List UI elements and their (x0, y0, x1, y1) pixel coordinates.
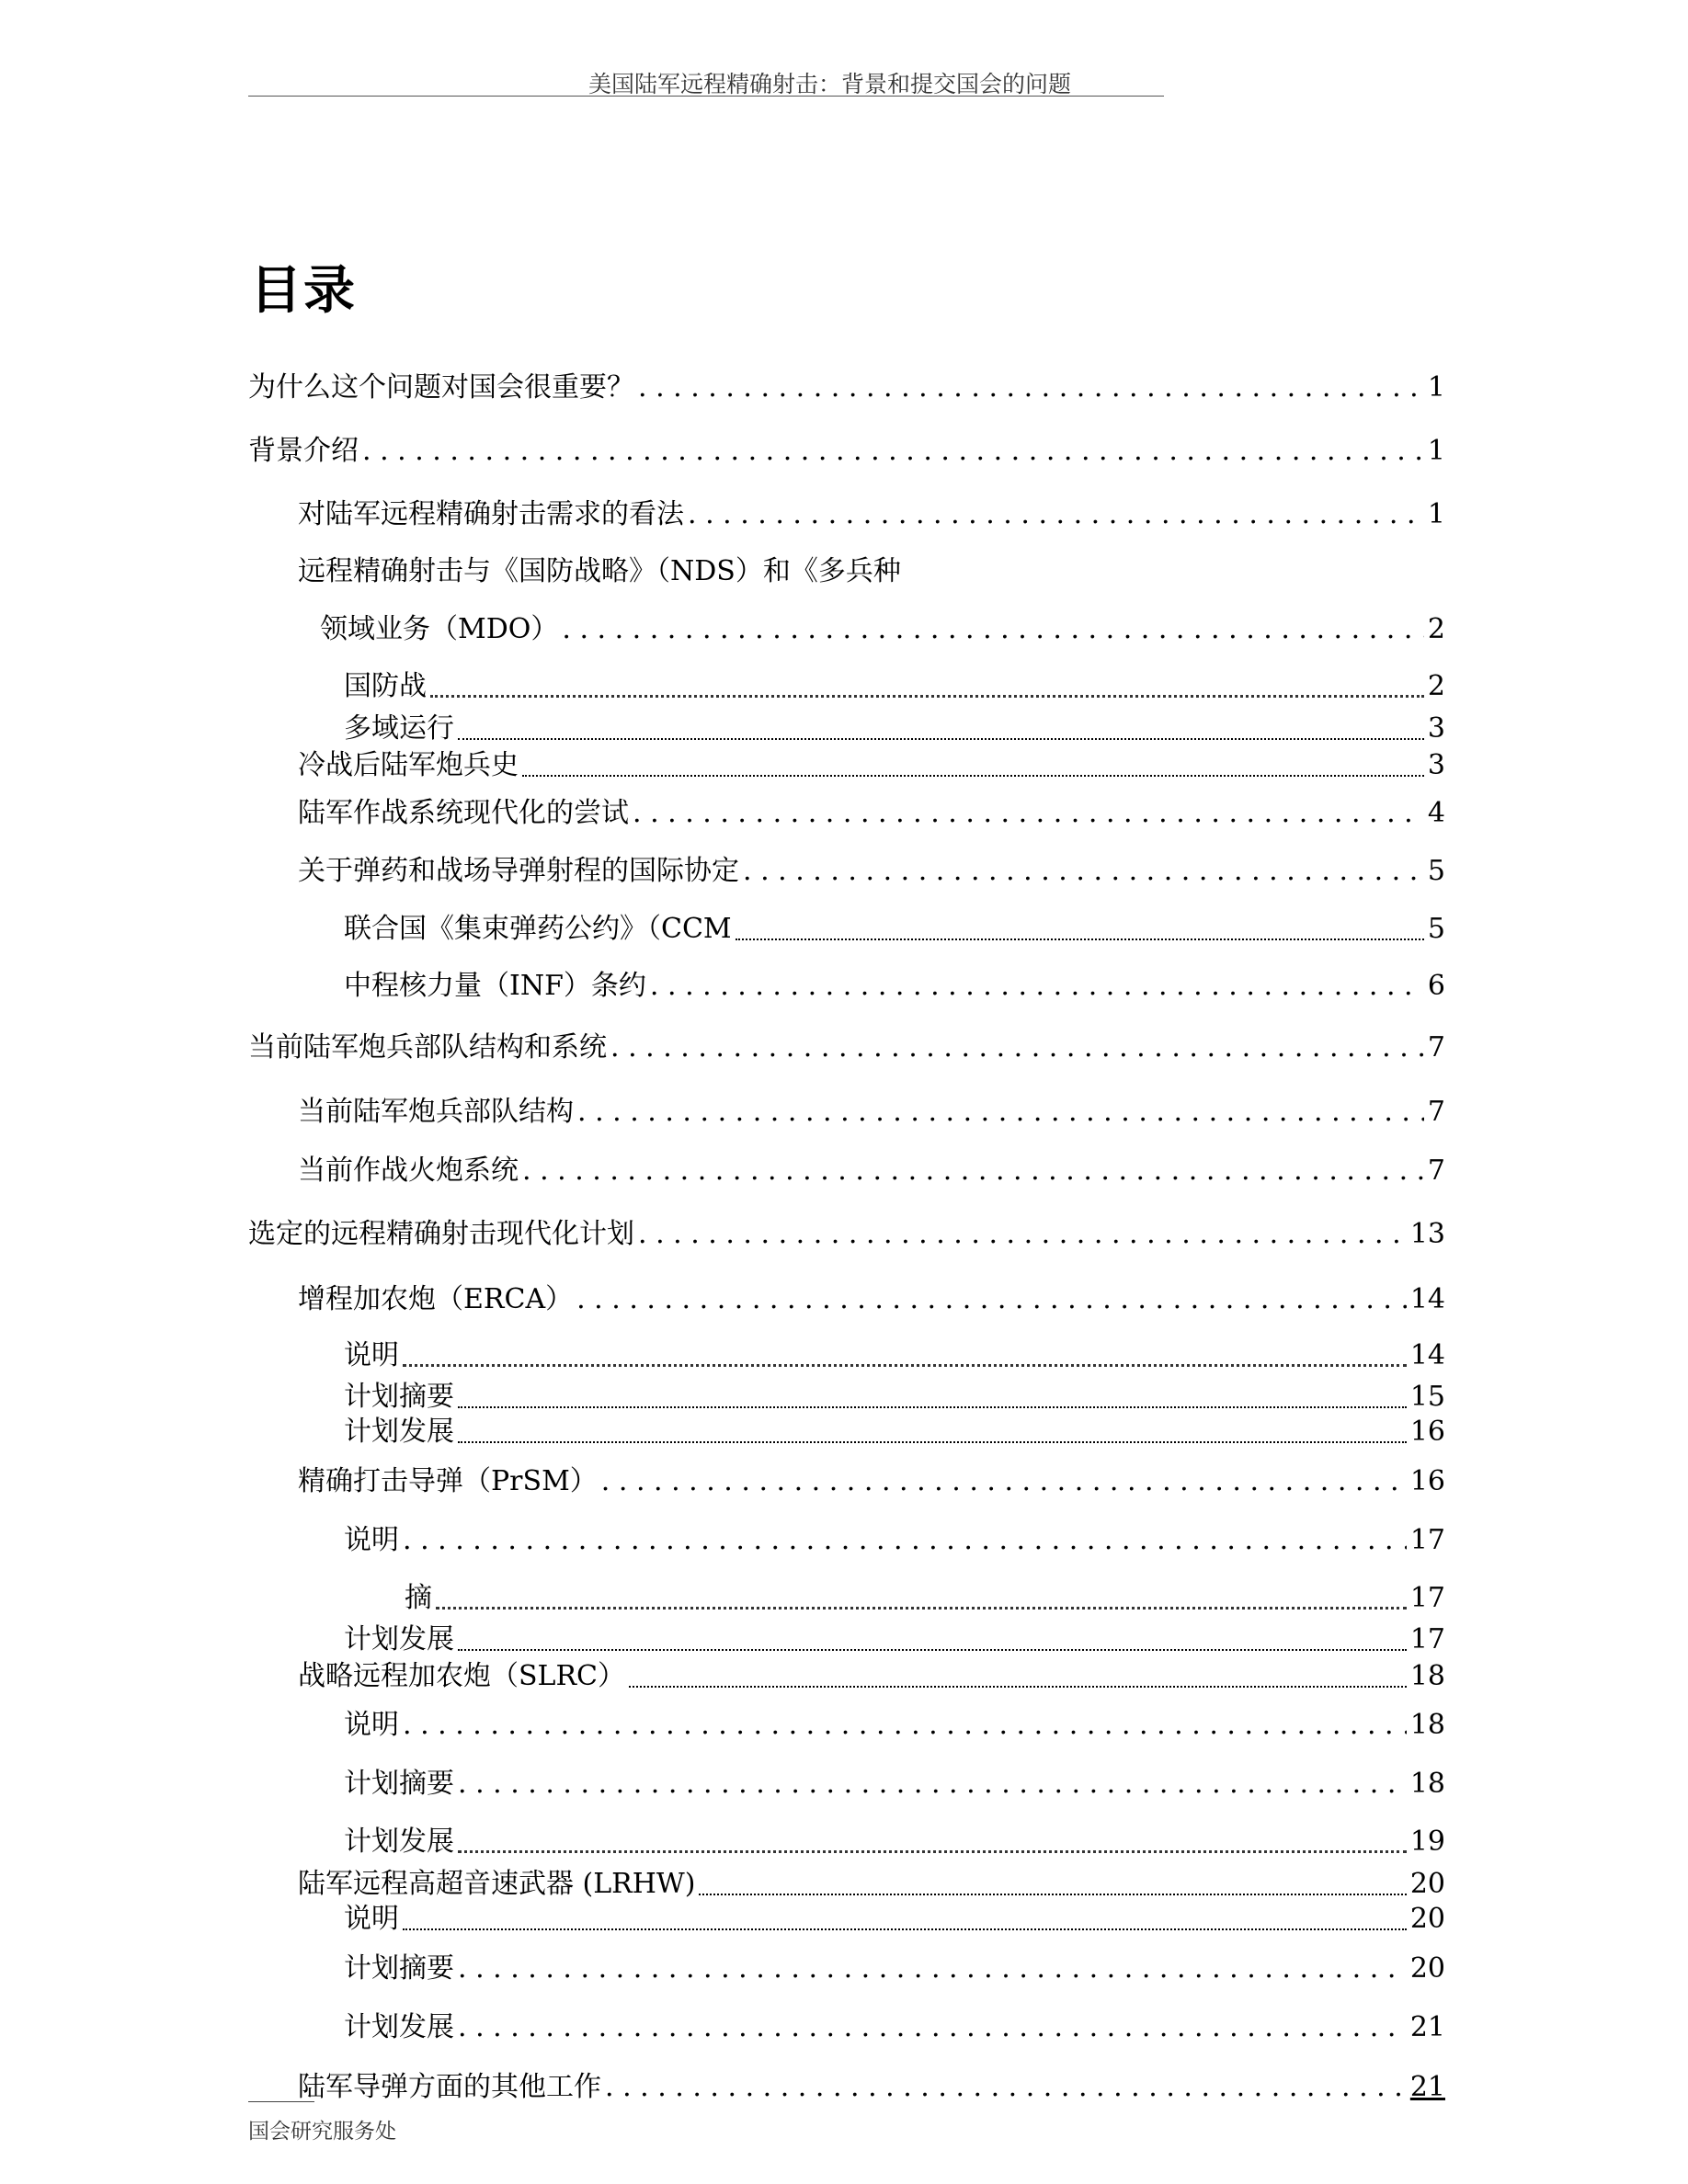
toc-entry-page: 15 (1409, 1381, 1445, 1413)
toc-leader (458, 1952, 1407, 1985)
toc-entry-label: 中程核力量（INF）条约 (344, 970, 646, 1002)
toc-entry-label: 计划发展 (344, 1416, 454, 1448)
toc-entry[interactable] (298, 1088, 1445, 1129)
toc-entry-label: 为什么这个问题对国会很重要？ (248, 371, 634, 404)
toc-leader (522, 1155, 1424, 1187)
toc-leader (403, 1364, 1407, 1367)
toc-entry-page: 1 (1427, 435, 1445, 467)
toc-entry-page: 16 (1409, 1416, 1445, 1448)
toc-leader (577, 1096, 1424, 1128)
toc-entry-page: 1 (1427, 371, 1445, 404)
toc-entry-page: 14 (1409, 1339, 1445, 1371)
toc-leader (403, 1928, 1407, 1930)
toc-entry[interactable] (405, 1575, 1445, 1615)
footer-text: 国会研究服务处 (248, 2120, 396, 2144)
toc-entry-page: 3 (1427, 712, 1445, 745)
toc-entry-page: 1 (1427, 498, 1445, 530)
toc-leader (458, 2011, 1407, 2043)
toc-entry-label: 计划发展 (344, 1623, 454, 1655)
toc-entry[interactable] (344, 705, 1445, 745)
toc-entry-label: 计划摘要 (344, 1952, 454, 1985)
toc-entry-page: 5 (1427, 855, 1445, 887)
toc-entry-page: 20 (1409, 1952, 1445, 1985)
toc-entry-wrapped-line[interactable]: 远程精确射击与《国防战略》（NDS）和《多兵种 (298, 555, 901, 587)
toc-entry[interactable] (344, 1760, 1445, 1801)
toc-entry-page: 6 (1427, 970, 1445, 1002)
toc-entry-label: 陆军远程高超音速武器 (LRHW) (298, 1868, 696, 1900)
toc-leader (522, 775, 1424, 777)
toc-entry-label: 对陆军远程精确射击需求的看法 (298, 498, 684, 530)
toc-entry-label: 计划摘要 (344, 1768, 454, 1800)
toc-entry-label: 说明 (344, 1709, 399, 1741)
toc-leader (601, 1465, 1407, 1497)
toc-leader (430, 695, 1424, 698)
toc-leader (633, 797, 1424, 829)
toc-entry-label: 领域业务（MDO） (320, 613, 559, 645)
toc-leader (688, 498, 1424, 530)
toc-entry-page: 17 (1409, 1524, 1445, 1556)
toc-entry-page: 13 (1409, 1218, 1445, 1250)
toc-leader (562, 613, 1424, 645)
toc-entry[interactable] (248, 1024, 1445, 1064)
toc-entry[interactable] (344, 1332, 1445, 1372)
toc-entry[interactable] (344, 1408, 1445, 1449)
toc-leader (458, 1649, 1407, 1651)
toc-entry[interactable] (298, 1147, 1445, 1188)
toc-entry-page: 18 (1409, 1660, 1445, 1692)
toc-entry[interactable] (320, 606, 1445, 646)
toc-leader (610, 1031, 1424, 1064)
toc-entry-page: 17 (1409, 1582, 1445, 1614)
toc-leader (638, 371, 1424, 404)
toc-entry-page: 19 (1409, 1826, 1445, 1858)
toc-entry-label: 国防战 (344, 670, 427, 702)
toc-entry-label: 说明 (344, 1524, 399, 1556)
toc-entry[interactable] (298, 491, 1445, 531)
toc-leader (576, 1283, 1407, 1315)
toc-entry-label: 当前陆军炮兵部队结构 (298, 1096, 574, 1128)
toc-entry-label: 背景介绍 (248, 435, 359, 467)
toc-entry-label: 计划发展 (344, 2011, 454, 2043)
toc-entry-label: 选定的远程精确射击现代化计划 (248, 1218, 634, 1250)
toc-entry-page: 21 (1409, 2071, 1445, 2103)
toc-entry[interactable] (344, 1895, 1445, 1936)
toc-entry-page: 18 (1409, 1768, 1445, 1800)
toc-entry-label: 说明 (344, 1903, 399, 1935)
toc-entry[interactable] (298, 790, 1445, 830)
toc-entry-page: 2 (1427, 670, 1445, 702)
toc-entry[interactable] (344, 1818, 1445, 1859)
toc-leader (458, 1441, 1407, 1443)
toc-entry[interactable] (344, 1616, 1445, 1656)
toc-entry-page: 21 (1409, 2011, 1445, 2043)
toc-entry-label: 摘 (405, 1582, 432, 1614)
toc-leader (403, 1709, 1407, 1741)
toc-entry[interactable] (298, 847, 1445, 888)
toc-entry[interactable] (248, 427, 1445, 468)
toc-leader (436, 1607, 1407, 1610)
toc-entry-label: 说明 (344, 1339, 399, 1371)
toc-leader (605, 2071, 1407, 2103)
toc-entry-page: 17 (1409, 1623, 1445, 1655)
toc-leader (403, 1524, 1407, 1556)
toc-entry[interactable] (344, 962, 1445, 1003)
toc-entry-label: 当前陆军炮兵部队结构和系统 (248, 1031, 607, 1064)
toc-entry-page: 20 (1409, 1868, 1445, 1900)
toc-entry-label: 多域运行 (344, 712, 454, 745)
toc-entry[interactable] (344, 1945, 1445, 1985)
toc-entry[interactable] (248, 364, 1445, 404)
toc-entry-page: 7 (1427, 1096, 1445, 1128)
toc-leader (458, 1768, 1407, 1800)
toc-entry-label: 陆军作战系统现代化的尝试 (298, 797, 629, 829)
toc-entry-page: 3 (1427, 749, 1445, 781)
toc-entry[interactable] (298, 1276, 1445, 1316)
toc-entry-label: 当前作战火炮系统 (298, 1155, 519, 1187)
toc-leader (629, 1686, 1407, 1688)
toc-entry-label: 精确打击导弹（PrSM） (298, 1465, 598, 1497)
toc-leader (743, 855, 1424, 887)
toc-entry[interactable] (298, 1458, 1445, 1498)
toc-leader (650, 970, 1424, 1002)
toc-leader (638, 1218, 1407, 1250)
toc-entry-page: 16 (1409, 1465, 1445, 1497)
toc-entry-page: 14 (1409, 1283, 1445, 1315)
toc-entry[interactable] (344, 1517, 1445, 1557)
header-rule (248, 96, 1164, 97)
toc-leader (736, 938, 1424, 940)
toc-entry-label: 联合国《集束弹药公约》（CCM (344, 913, 732, 945)
toc-entry-page: 18 (1409, 1709, 1445, 1741)
toc-leader (362, 435, 1424, 467)
toc-entry[interactable] (298, 1653, 1445, 1693)
toc-entry-page: 7 (1427, 1031, 1445, 1064)
toc-entry[interactable] (298, 2064, 1445, 2104)
toc-entry[interactable] (344, 1701, 1445, 1742)
toc-title: 目录 (250, 261, 357, 321)
toc-entry-label: 冷战后陆军炮兵史 (298, 749, 519, 781)
running-header: 美国陆军远程精确射击：背景和提交国会的问题 (588, 71, 1072, 97)
toc-entry-label: 增程加农炮（ERCA） (298, 1283, 574, 1315)
footer-rule (248, 2101, 314, 2102)
toc-leader (458, 738, 1424, 740)
toc-entry[interactable] (298, 742, 1445, 782)
toc-entry-page: 7 (1427, 1155, 1445, 1187)
toc-entry-page: 4 (1427, 797, 1445, 829)
toc-entry-page: 5 (1427, 913, 1445, 945)
toc-entry[interactable] (344, 2004, 1445, 2044)
toc-entry-label: 计划发展 (344, 1826, 454, 1858)
toc-entry-label: 计划摘要 (344, 1381, 454, 1413)
toc-entry-page: 20 (1409, 1903, 1445, 1935)
toc-entry[interactable] (344, 663, 1445, 703)
toc-entry[interactable] (248, 1211, 1445, 1251)
toc-leader (458, 1850, 1407, 1853)
toc-entry-label: 战略远程加农炮（SLRC） (298, 1660, 626, 1692)
toc-entry[interactable] (344, 905, 1445, 946)
toc-entry-label: 关于弹药和战场导弹射程的国际协定 (298, 855, 739, 887)
toc-entry-label: 陆军导弹方面的其他工作 (298, 2071, 601, 2103)
toc-entry-page: 2 (1427, 613, 1445, 645)
